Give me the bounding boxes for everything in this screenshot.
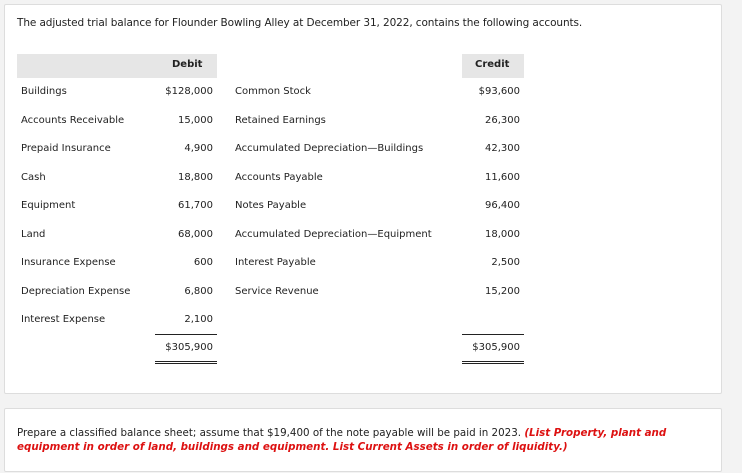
debit-total-double-rule xyxy=(155,361,217,364)
debit-amount: $128,000 xyxy=(165,86,213,97)
debit-account: Land xyxy=(21,229,46,240)
credit-account: Notes Payable xyxy=(235,200,307,211)
debit-amount: 4,900 xyxy=(184,143,213,154)
problem-intro: The adjusted trial balance for Flounder Bowling Alley at December 31, 2022, contains the following accounts. xyxy=(17,17,583,29)
debit-total: $305,900 xyxy=(165,342,213,353)
credit-account: Common Stock xyxy=(235,86,311,97)
credit-total-double-rule xyxy=(462,361,524,364)
credit-account: Accounts Payable xyxy=(235,172,323,183)
debit-account: Equipment xyxy=(21,200,76,211)
credit-total-rule xyxy=(462,334,524,335)
debit-amount: 15,000 xyxy=(178,115,213,126)
instruction-main: Prepare a classified balance sheet; assume that $19,400 of the note payable will be paid in 2023. xyxy=(17,427,522,439)
debit-header: Debit xyxy=(172,59,203,70)
credit-amount: 11,600 xyxy=(485,172,520,183)
credit-amount: $93,600 xyxy=(478,86,520,97)
debit-amount: 61,700 xyxy=(178,200,213,211)
debit-account: Accounts Receivable xyxy=(21,115,125,126)
instruction-card xyxy=(4,408,722,472)
credit-amount: 18,000 xyxy=(485,229,520,240)
instruction-text xyxy=(17,426,707,454)
credit-header: Credit xyxy=(475,59,510,70)
debit-account: Prepaid Insurance xyxy=(21,143,111,154)
credit-account: Accumulated Depreciation—Equipment xyxy=(235,229,432,240)
debit-amount: 600 xyxy=(193,257,213,268)
credit-account: Service Revenue xyxy=(235,286,319,297)
credit-account: Interest Payable xyxy=(235,257,316,268)
problem-card xyxy=(4,4,722,394)
debit-total-rule xyxy=(155,334,217,335)
debit-amount: 2,100 xyxy=(184,314,213,325)
debit-account: Cash xyxy=(21,172,46,183)
debit-account: Interest Expense xyxy=(21,314,106,325)
debit-account: Depreciation Expense xyxy=(21,286,131,297)
debit-amount: 6,800 xyxy=(184,286,213,297)
instruction-emphasis: (List Property, plant and equipment in order of land, buildings and equipment. List Current Assets in order of liquidity.) xyxy=(17,427,667,453)
credit-amount: 96,400 xyxy=(485,200,520,211)
credit-amount: 2,500 xyxy=(491,257,520,268)
credit-amount: 15,200 xyxy=(485,286,520,297)
credit-account: Accumulated Depreciation—Buildings xyxy=(235,143,424,154)
debit-amount: 68,000 xyxy=(178,229,213,240)
debit-amount: 18,800 xyxy=(178,172,213,183)
debit-account: Buildings xyxy=(21,86,67,97)
credit-amount: 26,300 xyxy=(485,115,520,126)
credit-amount: 42,300 xyxy=(485,143,520,154)
credit-account: Retained Earnings xyxy=(235,115,326,126)
credit-total: $305,900 xyxy=(472,342,520,353)
debit-account: Insurance Expense xyxy=(21,257,116,268)
